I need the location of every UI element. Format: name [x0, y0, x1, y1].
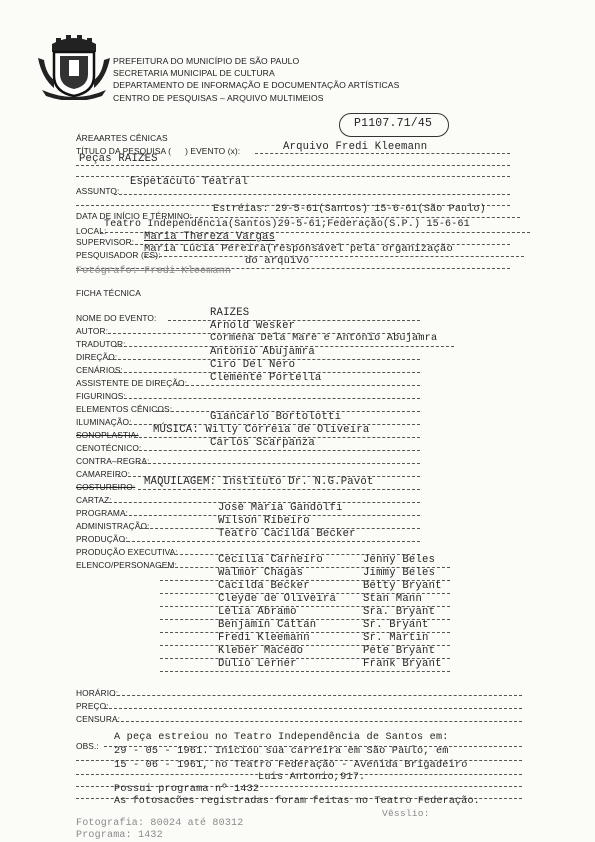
- censura-label: CENSURA:: [76, 714, 121, 724]
- ficha-dash-13: [138, 489, 420, 490]
- elenco-role: Sr. Bryant: [363, 619, 429, 631]
- elenco-role: Sra. Bryant: [363, 606, 436, 618]
- elenco-role: Betty Bryant: [363, 580, 442, 592]
- ficha-dash-17: [122, 541, 420, 542]
- supervisor-value: Maria Thereza Vargas: [144, 231, 276, 243]
- ficha-label-administracao: ADMINISTRAÇÃO:: [76, 521, 150, 531]
- titulo-value-2: Peças RAIZES: [79, 153, 158, 165]
- elenco-role: Stan Mann: [363, 593, 423, 605]
- ficha-value-cenotecnico: Carlos Scarpanza: [210, 437, 315, 449]
- header-line-prefeitura: PREFEITURA DO MUNICÍPIO DE SÃO PAULO: [113, 56, 300, 66]
- ficha-value-direcao: Antonio Abujamra: [210, 346, 315, 358]
- obs-line-6: As fotosacões registradas foram feitas no Teatro Federação.: [114, 796, 480, 807]
- horario-dashline: [112, 695, 522, 696]
- area-label: ÁREA:: [76, 133, 102, 143]
- data-dashline: [190, 217, 520, 218]
- archive-stamp-number: P1107.71/45: [354, 117, 433, 130]
- elenco-actor: Walmor Chagas: [218, 567, 304, 579]
- elenco-role: Frank Bryant: [363, 658, 442, 670]
- local-label: LOCAL:: [76, 226, 107, 236]
- titulo-value: Arquivo Fredi Kleemann: [283, 141, 428, 153]
- titulo-dashline: [255, 153, 510, 154]
- titulo-dashline-2: [76, 165, 510, 166]
- elenco-actor: Cleyde de Oliveira: [218, 593, 337, 605]
- obs-line-1: A peça estreiou no Teatro Independência de Santos em:: [114, 732, 449, 743]
- extra-note-fotografia: Fotografia: 80024 até 80312: [76, 818, 244, 829]
- ficha-label-cenotecnico: CENOTÉCNICO:: [76, 443, 142, 453]
- horario-label: HORÁRIO:: [76, 688, 119, 698]
- header-line-secretaria: SECRETARIA MUNICIPAL DE CULTURA: [113, 68, 275, 78]
- elenco-actor: Dulio Lerner: [218, 658, 297, 670]
- ficha-label-tradutor: TRADUTOR:: [76, 339, 126, 349]
- pesquisador-label: PESQUISADOR (ES):: [76, 250, 161, 260]
- ficha-label-autor: AUTOR:: [76, 326, 109, 336]
- obs-line-4: Luis Antonio,917.: [258, 772, 366, 783]
- ficha-dash-10: [134, 450, 420, 451]
- ficha-label-cenarios: CENÁRIOS:: [76, 365, 123, 375]
- elenco-actor: Fredi Kleemann: [218, 632, 310, 644]
- ficha-value-nome-evento: RAIZES: [210, 307, 250, 319]
- assunto-label: ASSUNTO:: [76, 186, 120, 196]
- supervisor-label: SUPERVISOR:: [76, 237, 135, 247]
- elenco-actor: Benjamin Cattan: [218, 619, 317, 631]
- obs-label: OBS.:: [76, 741, 99, 751]
- pesquisador-value: Maria Lúcia Pereira(responsável pela organização: [144, 243, 453, 255]
- ficha-label-nome-evento: NOME DO EVENTO:: [76, 313, 157, 323]
- preco-label: PREÇO:: [76, 701, 109, 711]
- ficha-label-costureiro: COSTUREIRO:: [76, 482, 136, 492]
- ficha-dash-5: [176, 385, 420, 386]
- elenco-role: Sr. Martin: [363, 632, 429, 644]
- evento-checkbox-mark[interactable]: x: [230, 146, 235, 156]
- ficha-label-elementos: ELEMENTOS CÊNICOS:: [76, 404, 173, 414]
- ficha-label-iluminacao: ILUMINAÇÃO:: [76, 417, 132, 427]
- ficha-value-cenarios: Ciro Del Nero: [210, 359, 296, 371]
- ficha-label-camareiro: CAMAREIRO:: [76, 469, 131, 479]
- ficha-label-programa: PROGRAMA:: [76, 508, 129, 518]
- elenco-actor: Cacilda Becker: [218, 580, 310, 592]
- obs-line-2: 29 - 05 - 1961. Iniciou sua carreira em São Paulo, em: [114, 746, 449, 757]
- ficha-label-contra-regra: CONTRA–REGRA:: [76, 456, 150, 466]
- ficha-value-autor: Arnold Wesker: [210, 320, 296, 332]
- area-value: ARTES CÊNICAS: [99, 133, 168, 143]
- elenco-actor: Kleber Macedo: [218, 645, 304, 657]
- ficha-tecnica-title: FICHA TÉCNICA: [76, 288, 141, 298]
- ficha-value-costureiro: MAQUILAGEM: Instituto Dr. N.G.Pavot: [144, 476, 374, 488]
- evento-label-text: ) EVENTO (: [185, 146, 231, 156]
- pesquisador-value-2: do arquivo: [245, 255, 310, 267]
- ficha-value-administracao: Wilson Ribeiro: [218, 515, 310, 527]
- elenco-role: Pete Bryant: [363, 645, 436, 657]
- data-value: Estréias: 29-5-61(Santos) 15-6-61(São Paulo): [213, 204, 486, 215]
- ficha-label-direcao: DIREÇÃO:: [76, 352, 118, 362]
- header-line-centro: CENTRO DE PESQUISAS – ARQUIVO MULTIMEIOS: [113, 93, 324, 103]
- assunto-dashline: [114, 194, 510, 195]
- elenco-label: ELENCO/PERSONAGEM:: [76, 560, 177, 570]
- pesquisador-dashline: [144, 256, 524, 257]
- elenco-role: Jimmy Beles: [363, 567, 436, 579]
- elenco-role: Jenny Beles: [363, 554, 436, 566]
- header-line-departamento: DEPARTAMENTO DE INFORMAÇÃO E DOCUMENTAÇÃO ARTÍSTICAS: [113, 80, 400, 90]
- fotografo-value: Fotógrafo: Fredi Kleemann: [76, 266, 232, 277]
- elenco-actor: Cecilia Carneiro: [218, 554, 323, 566]
- local-value: Teatro Independência(Santos)29-5-61;Federação(S.P.) 15-6-61: [104, 219, 470, 230]
- extra-note-vesslio: Vêsslio:: [382, 808, 430, 819]
- extra-note-programa: Programa: 1432: [76, 830, 163, 841]
- data-label: DATA DE INÍCIO E TÉRMINO:: [76, 211, 193, 221]
- censura-dashline: [116, 721, 522, 722]
- evento-label-end: ):: [234, 146, 241, 156]
- ficha-dash-11: [138, 463, 420, 464]
- ficha-value-iluminacao: Giancarlo Bortolotti: [210, 411, 342, 423]
- ficha-value-assistente: Clemente Portella: [210, 372, 322, 384]
- municipal-crest-logo: [36, 34, 112, 100]
- ficha-label-figurinos: FIGURINOS:: [76, 391, 126, 401]
- obs-line-5: Possui programa nº 1432: [114, 784, 260, 795]
- preco-dashline: [104, 708, 522, 709]
- ficha-value-producao: Teatro Cacilda Becker: [218, 528, 356, 540]
- ficha-label-producao: PRODUÇÃO:: [76, 534, 128, 544]
- ficha-label-producao-executiva: PRODUÇÃO EXECUTIVA:: [76, 547, 178, 557]
- assunto-value: Espetáculo Teatral: [130, 176, 249, 188]
- ficha-value-sonoplastia: MÚSICA: Willy Correia de Oliveira: [153, 424, 370, 436]
- ficha-value-programa: José Maria Gandolfi: [218, 502, 343, 514]
- ficha-label-sonoplastia: SONOPLASTIA:: [76, 430, 139, 440]
- elenco-dash-8: [160, 671, 450, 672]
- ficha-label-assistente: ASSISTENTE DE DIREÇÃO:: [76, 378, 188, 388]
- ficha-dash-6: [114, 398, 420, 399]
- obs-line-3: 15 - 06 - 1961, no Teatro Federação - Avenida Brigadeiro: [114, 760, 468, 771]
- elenco-actor: Lélia Abramo: [218, 606, 297, 618]
- titulo-label-text: TÍTULO DA PESQUISA (: [76, 146, 172, 156]
- ficha-value-tradutor: Cormena Dela Mare e Antonio Abujamra: [210, 333, 438, 344]
- ficha-label-cartaz: CARTAZ:: [76, 495, 112, 505]
